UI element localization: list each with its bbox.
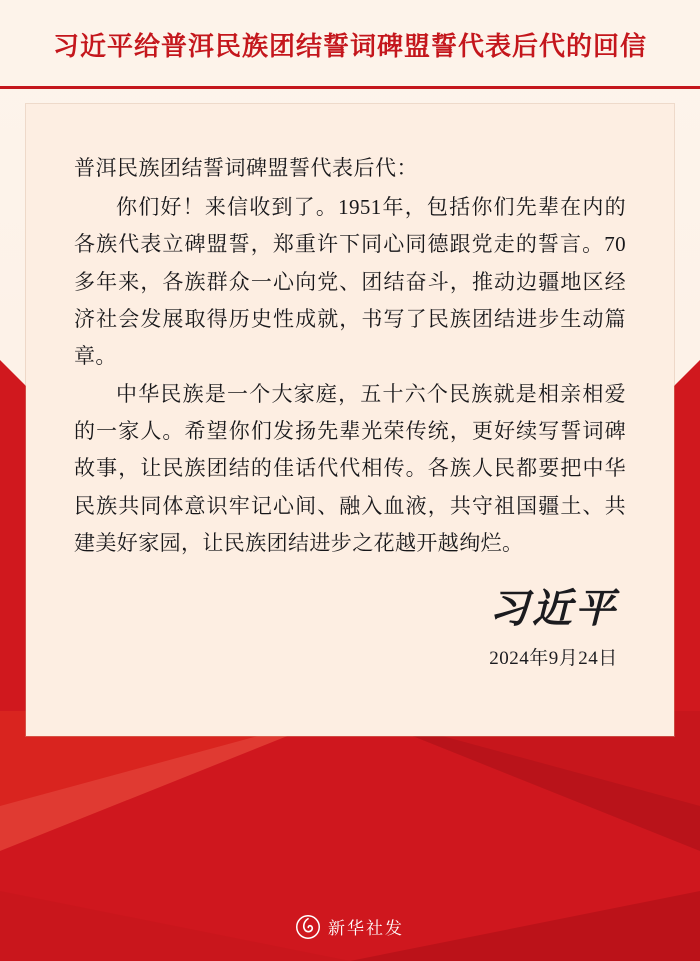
header-divider [0, 86, 700, 89]
letter-salutation: 普洱民族团结誓词碑盟誓代表后代： [74, 156, 418, 180]
signature-date: 2024年9月24日 [489, 648, 618, 669]
letter-paragraph-2: 中华民族是一个大家庭，五十六个民族就是相亲相爱的一家人。希望你们发扬先辈光荣传统，更好续写誓词碑故事，让民族团结的佳话代代相传。各族人民都要把中华民族共同体意识牢记心间、融入血液，共守祖国疆土、共建美好家园，让民族团结进步之花越开越绚烂。 [74, 381, 626, 556]
page-title: 习近平给普洱民族团结誓词碑盟誓代表后代的回信 [52, 31, 647, 61]
poster-header [0, 0, 700, 88]
signature-name: 习近平 [489, 586, 618, 631]
letter-paragraph-1: 你们好！来信收到了。1951年，包括你们先辈在内的各族代表立碑盟誓，郑重许下同心同德跟党走的誓言。70多年来，各族群众一心向党、团结奋斗，推动边疆地区经济社会发展取得历史性成就，书写了民族团结进步生动篇章。 [74, 194, 626, 369]
signature-block [489, 587, 618, 670]
xinhua-swirl-icon [296, 915, 320, 939]
letter-card [26, 104, 674, 736]
footer-credit [0, 914, 700, 939]
footer-text: 新华社发 [328, 919, 404, 938]
